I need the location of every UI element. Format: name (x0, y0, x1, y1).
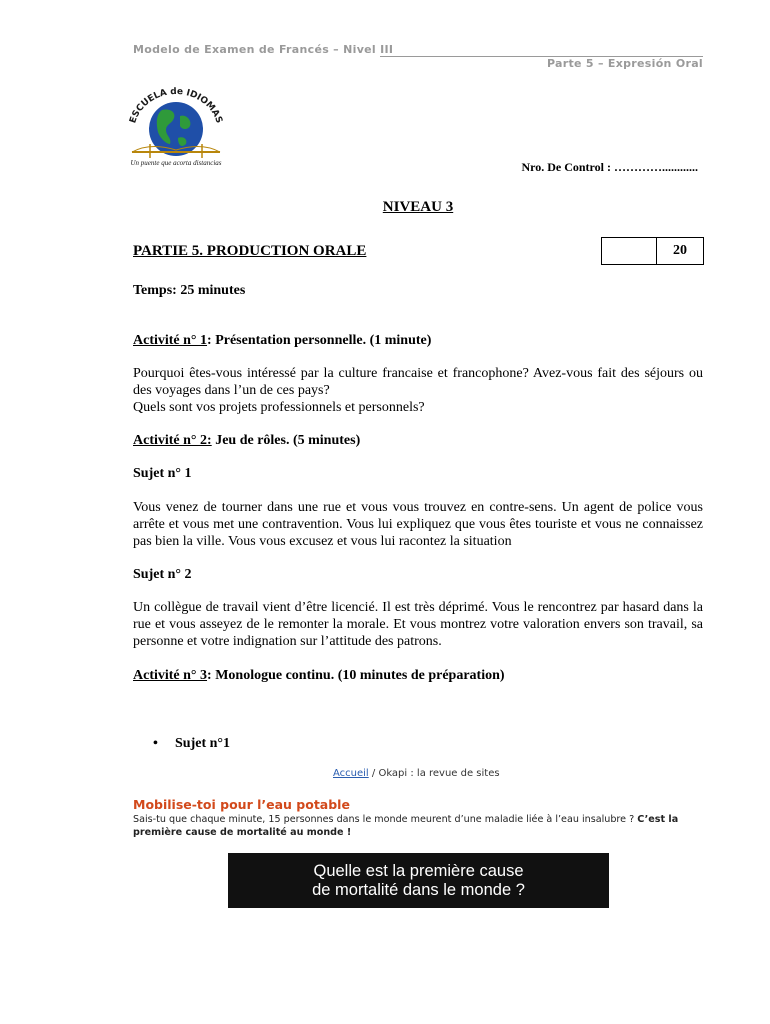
article-banner (228, 853, 609, 908)
activity-1-heading (133, 332, 431, 349)
banner-line-1: Quelle est la première cause (313, 862, 524, 880)
activity-2-title: Jeu de rôles. (5 minutes) (211, 433, 361, 448)
article-text (133, 813, 708, 839)
activity-1-question: Pourquoi êtes-vous intéressé par la culture francaise et francophone? Avez-vous fait des séjours ou des voyages dans l’un de ces pays? (133, 366, 703, 398)
breadcrumb-rest: / Okapi : la revue de sites (368, 768, 500, 779)
globe-icon (149, 102, 203, 156)
score-blank-cell[interactable] (602, 238, 657, 264)
time-line: Temps: 25 minutes (133, 283, 246, 298)
activity-3-subject: Sujet n°1 (175, 736, 230, 751)
activity-1-question-2: Quels sont vos projets professionnels et personnels? (133, 400, 425, 415)
article-text-bold: C’est la première cause de mortalité au monde ! (133, 814, 679, 838)
subject-2-title: Sujet n° 2 (133, 567, 192, 582)
part-title: PARTIE 5. PRODUCTION ORALE (133, 243, 367, 259)
breadcrumb-home-link[interactable]: Accueil (333, 768, 369, 779)
header-left: Modelo de Examen de Francés – Nivel III (133, 43, 394, 56)
subject-1-text: Vous venez de tourner dans une rue et vous vous trouvez en contre-sens. Un agent de police vous arrête et vous met une contravention. Vous lui expliquez que vous êtes touriste et vous ne connaissez pas bien la ville. Vous vous excusez et vous lui racontez la situation (133, 500, 703, 549)
subject-1-title: Sujet n° 1 (133, 466, 192, 481)
logo-slogan: Un puente que acorta distancias (130, 159, 222, 167)
control-number: Nro. De Control : …………............ (521, 160, 698, 174)
level-title: NIVEAU 3 (382, 199, 454, 215)
article-title: Mobilise-toi pour l’eau potable (133, 797, 350, 812)
logo-arc-text: ESCUELA de IDIOMAS (128, 86, 224, 125)
school-logo (120, 86, 232, 168)
bullet-dot: • (153, 736, 158, 751)
activity-2-heading (133, 432, 360, 449)
activity-1-label: Activité n° 1 (133, 333, 208, 348)
score-box (601, 237, 704, 265)
activity-3-label: Activité n° 3 (133, 668, 208, 683)
activity-3-heading (133, 667, 505, 684)
activity-3-title: : Monologue continu. (10 minutes de préparation) (207, 668, 505, 683)
activity-1-title: : Présentation personnelle. (1 minute) (207, 333, 432, 348)
article-text-body: Sais-tu que chaque minute, 15 personnes dans le monde meurent d’une maladie liée à l’eau insalubre ? (133, 814, 638, 825)
activity-2-label: Activité n° 2: (133, 433, 212, 448)
activity-3-bullet (153, 736, 230, 752)
banner-line-2: de mortalité dans le monde ? (312, 881, 525, 899)
subject-2-text: Un collègue de travail vient d’être licencié. Il est très déprimé. Vous le rencontrez par hasard dans la rue et vous asseyez de le remonter la morale. Et vous montrez votre valoration envers son travail, sa personne et votre indignation sur l’attitude des patrons. (133, 600, 703, 649)
score-value: 20 (673, 243, 687, 258)
breadcrumb (333, 768, 500, 779)
header-right: Parte 5 – Expresión Oral (546, 57, 703, 70)
